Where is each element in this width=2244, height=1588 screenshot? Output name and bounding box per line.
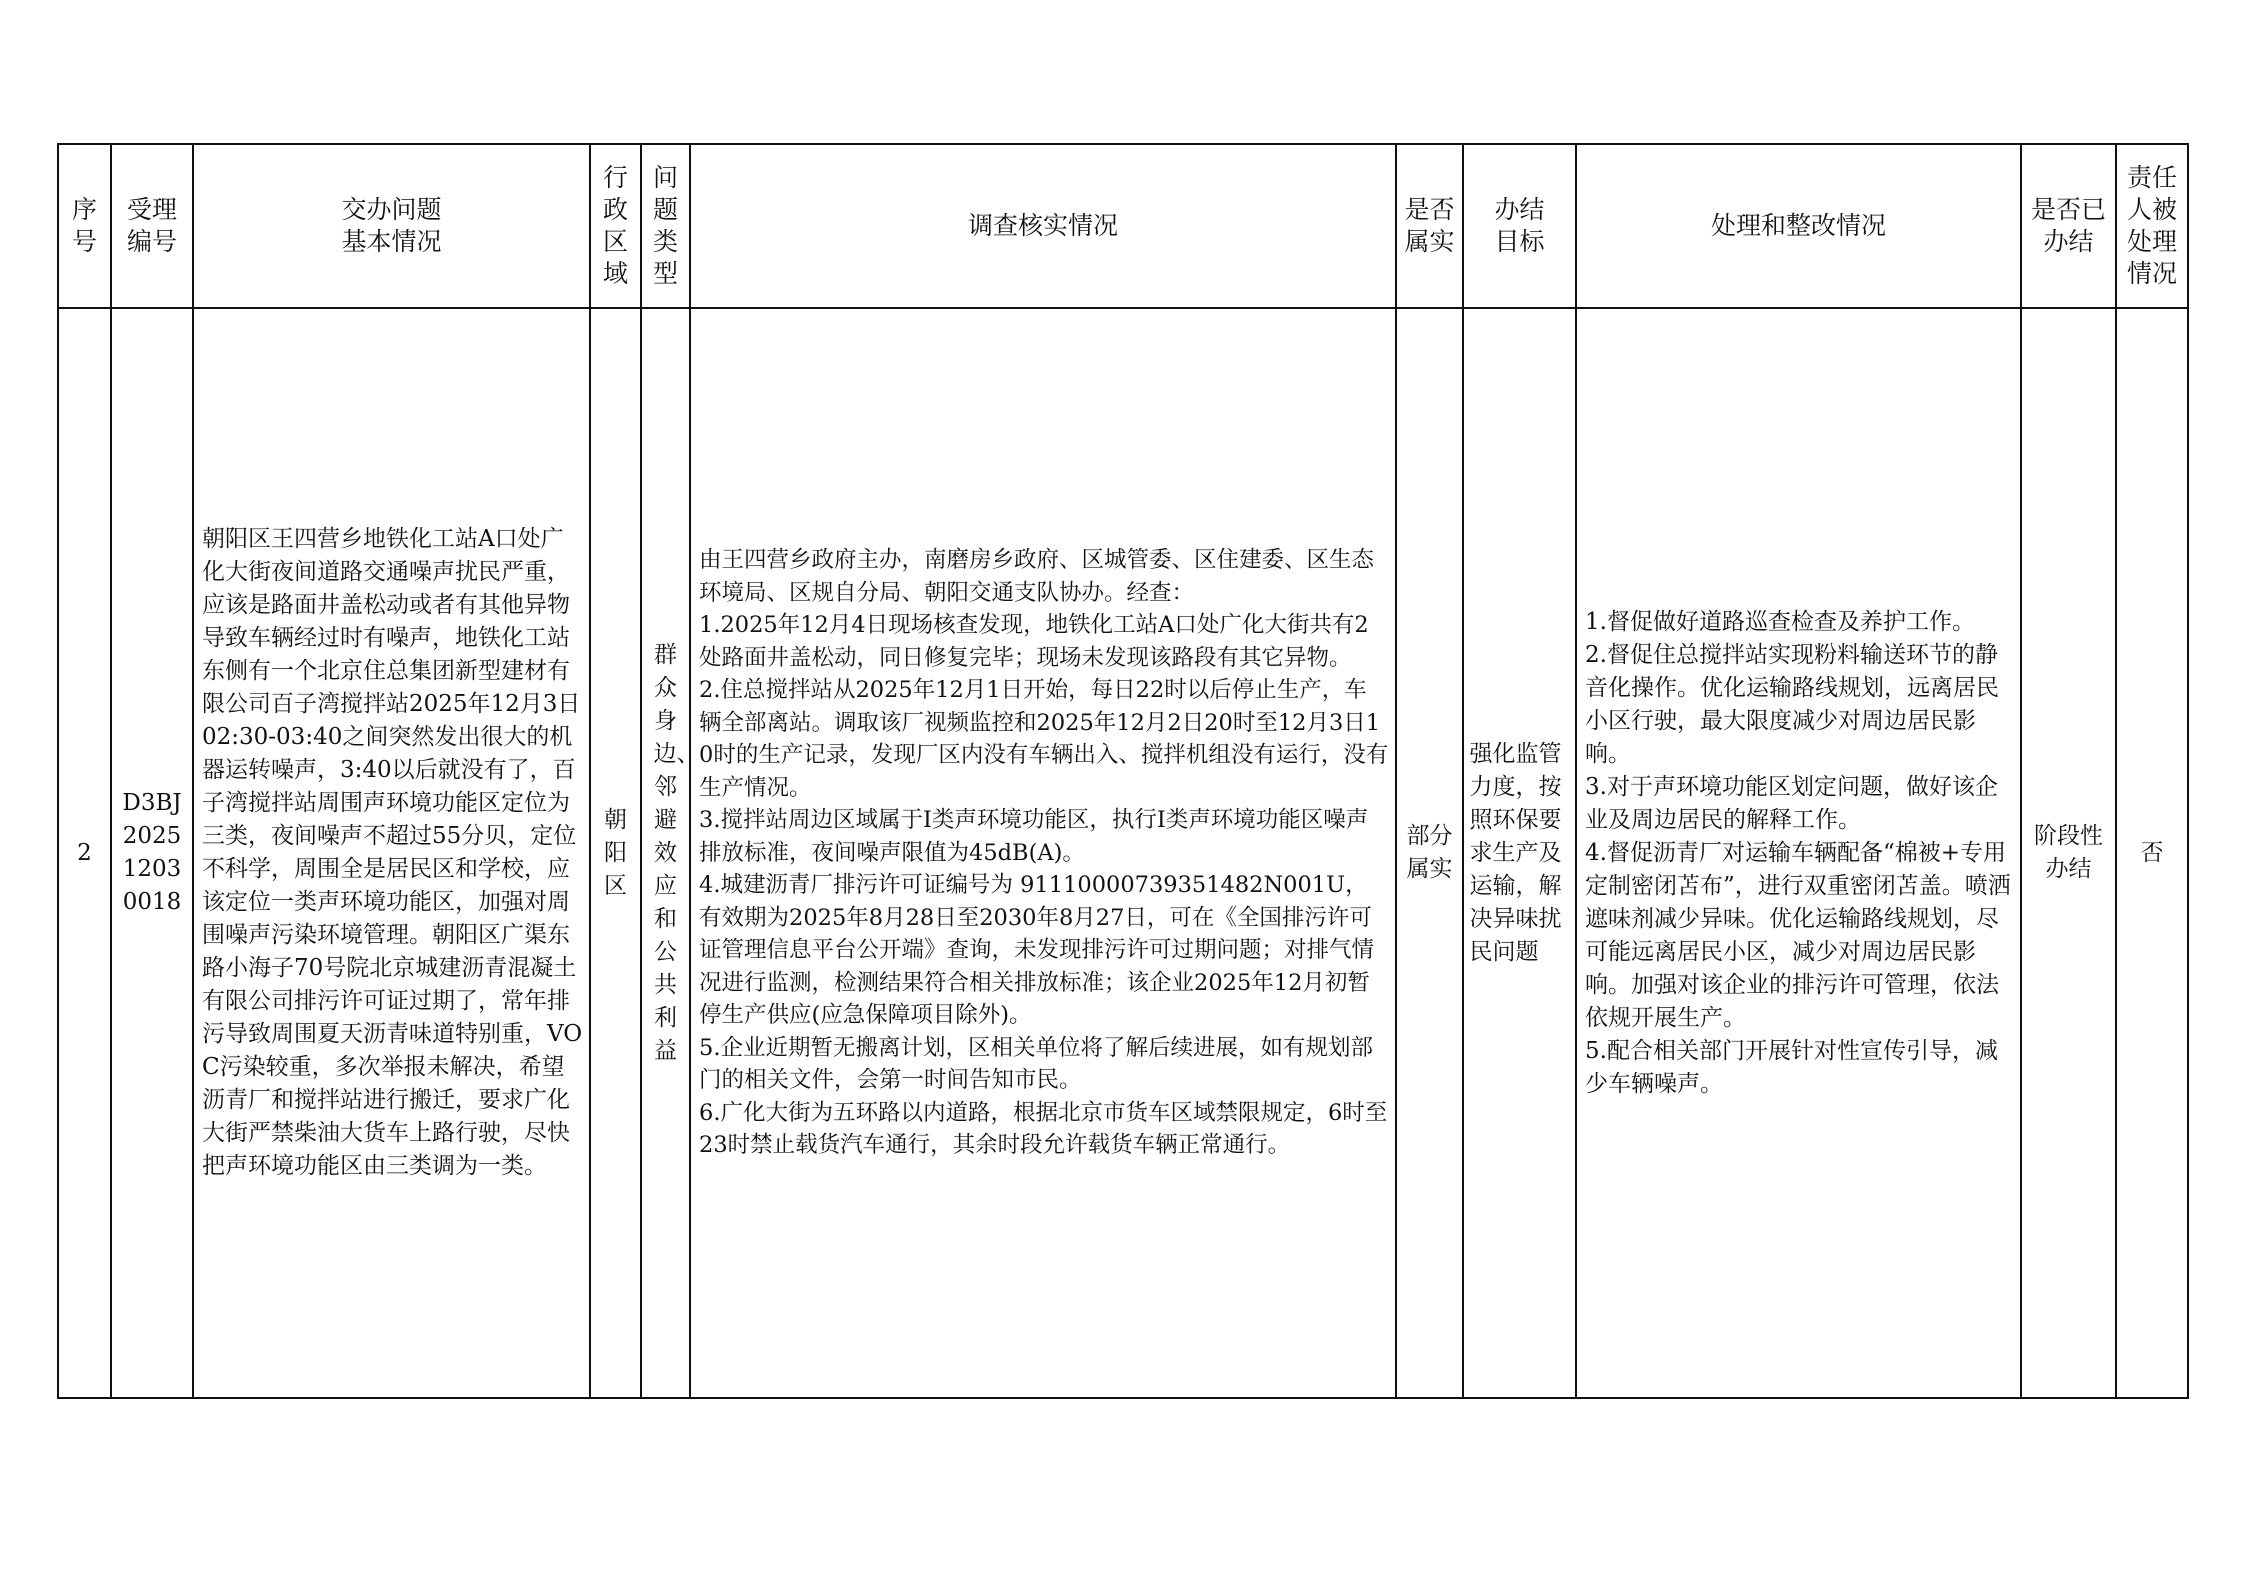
cell-seq: 2 [58,308,111,1398]
cell-handling: 1.督促做好道路巡查检查及养护工作。 2.督促住总搅拌站实现粉料输送环节的静音化操作。优化运输路线规划，远离居民小区行驶，最大限度减少对周边居民影响。 3.对于声环境功能区划定问题，做好该企业及周边居民的解释工作。 4.督促沥青厂对运输车辆配备“棉被+专用定制密闭苫布”，进行双重密闭苫盖。喷洒遮味剂减少异味。优化运输路线规划，尽可能远离居民小区，减少对周边居民影响。加强对该企业的排污许可管理，依法依规开展生产。 5.配合相关部门开展针对性宣传引导，减少车辆噪声。 [1576,308,2021,1398]
header-goal: 办结 目标 [1463,144,1576,308]
case-table [57,143,2189,1399]
cell-basic: 朝阳区王四营乡地铁化工站A口处广化大街夜间道路交通噪声扰民严重，应该是路面井盖松动或者有其他异物导致车辆经过时有噪声，地铁化工站东侧有一个北京住总集团新型建材有限公司百子湾搅拌站2025年12月3日02:30-03:40之间突然发出很大的机器运转噪声，3:40以后就没有了，百子湾搅拌站周围声环境功能区定位为三类，夜间噪声不超过55分贝，定位不科学，周围全是居民区和学校，应该定位一类声环境功能区，加强对周围噪声污染环境管理。朝阳区广渠东路小海子70号院北京城建沥青混凝土有限公司排污许可证过期了，常年排污导致周围夏天沥青味道特别重，VOC污染较重，多次举报未解决，希望沥青厂和搅拌站进行搬迁，要求广化大街严禁柴油大货车上路行驶，尽快把声环境功能区由三类调为一类。 [193,308,590,1398]
header-handling: 处理和整改情况 [1576,144,2021,308]
cell-goal: 强化监管力度，按照环保要求生产及运输，解决异味扰民问题 [1463,308,1576,1398]
table-row [58,308,2188,1398]
header-code: 受理 编号 [111,144,193,308]
cell-closed: 阶段性办结 [2021,308,2116,1398]
cell-investigation: 由王四营乡政府主办，南磨房乡政府、区城管委、区住建委、区生态环境局、区规自分局、朝阳交通支队协办。经查： 1.2025年12月4日现场核查发现，地铁化工站A口处广化大街共有2处路面井盖松动，同日修复完毕；现场未发现该路段有其它异物。 2.住总搅拌站从2025年12月1日开始，每日22时以后停止生产，车辆全部离站。调取该厂视频监控和2025年12月2日20时至12月3日10时的生产记录，发现厂区内没有车辆出入、搅拌机组没有运行，没有生产情况。 3.搅拌站周边区域属于Ⅰ类声环境功能区，执行Ⅰ类声环境功能区噪声排放标准，夜间噪声限值为45dB(A)。 4.城建沥青厂排污许可证编号为 9111000073935148​2N001U，有效期为2025年8月28日至2030年8月27日，可在《全国排污许可证管理信息平台公开端》查询，未发现排污许可过期问题；对排气情况进行监测，检测结果符合相关排放标准；该企业2025年12月初暂停生产供应(应急保障项目除外)。 5.企业近期暂无搬离计划，区相关单位将了解后续进展，如有规划部门的相关文件，会第一时间告知市民。 6.广化大街为五环路以内道路，根据北京市货车区域禁限规定，6时至23时禁止载货汽车通行，其余时段允许载货车辆正常通行。 [690,308,1396,1398]
header-seq: 序 号 [58,144,111,308]
header-accountability: 责任人被处理情况 [2116,144,2188,308]
header-district: 行政区域 [590,144,641,308]
header-row [58,144,2188,308]
header-type: 问题类型 [641,144,690,308]
header-investigation: 调查核实情况 [690,144,1396,308]
cell-type: 群众身边、邻避效应和公共利益 [641,308,690,1398]
cell-is-true: 部分属实 [1396,308,1463,1398]
header-closed: 是否已 办结 [2021,144,2116,308]
cell-code: D3BJ 2025 1203 0018 [111,308,193,1398]
cell-accountability: 否 [2116,308,2188,1398]
header-basic: 交办问题 基本情况 [193,144,590,308]
header-is-true: 是否 属实 [1396,144,1463,308]
cell-district: 朝阳区 [590,308,641,1398]
